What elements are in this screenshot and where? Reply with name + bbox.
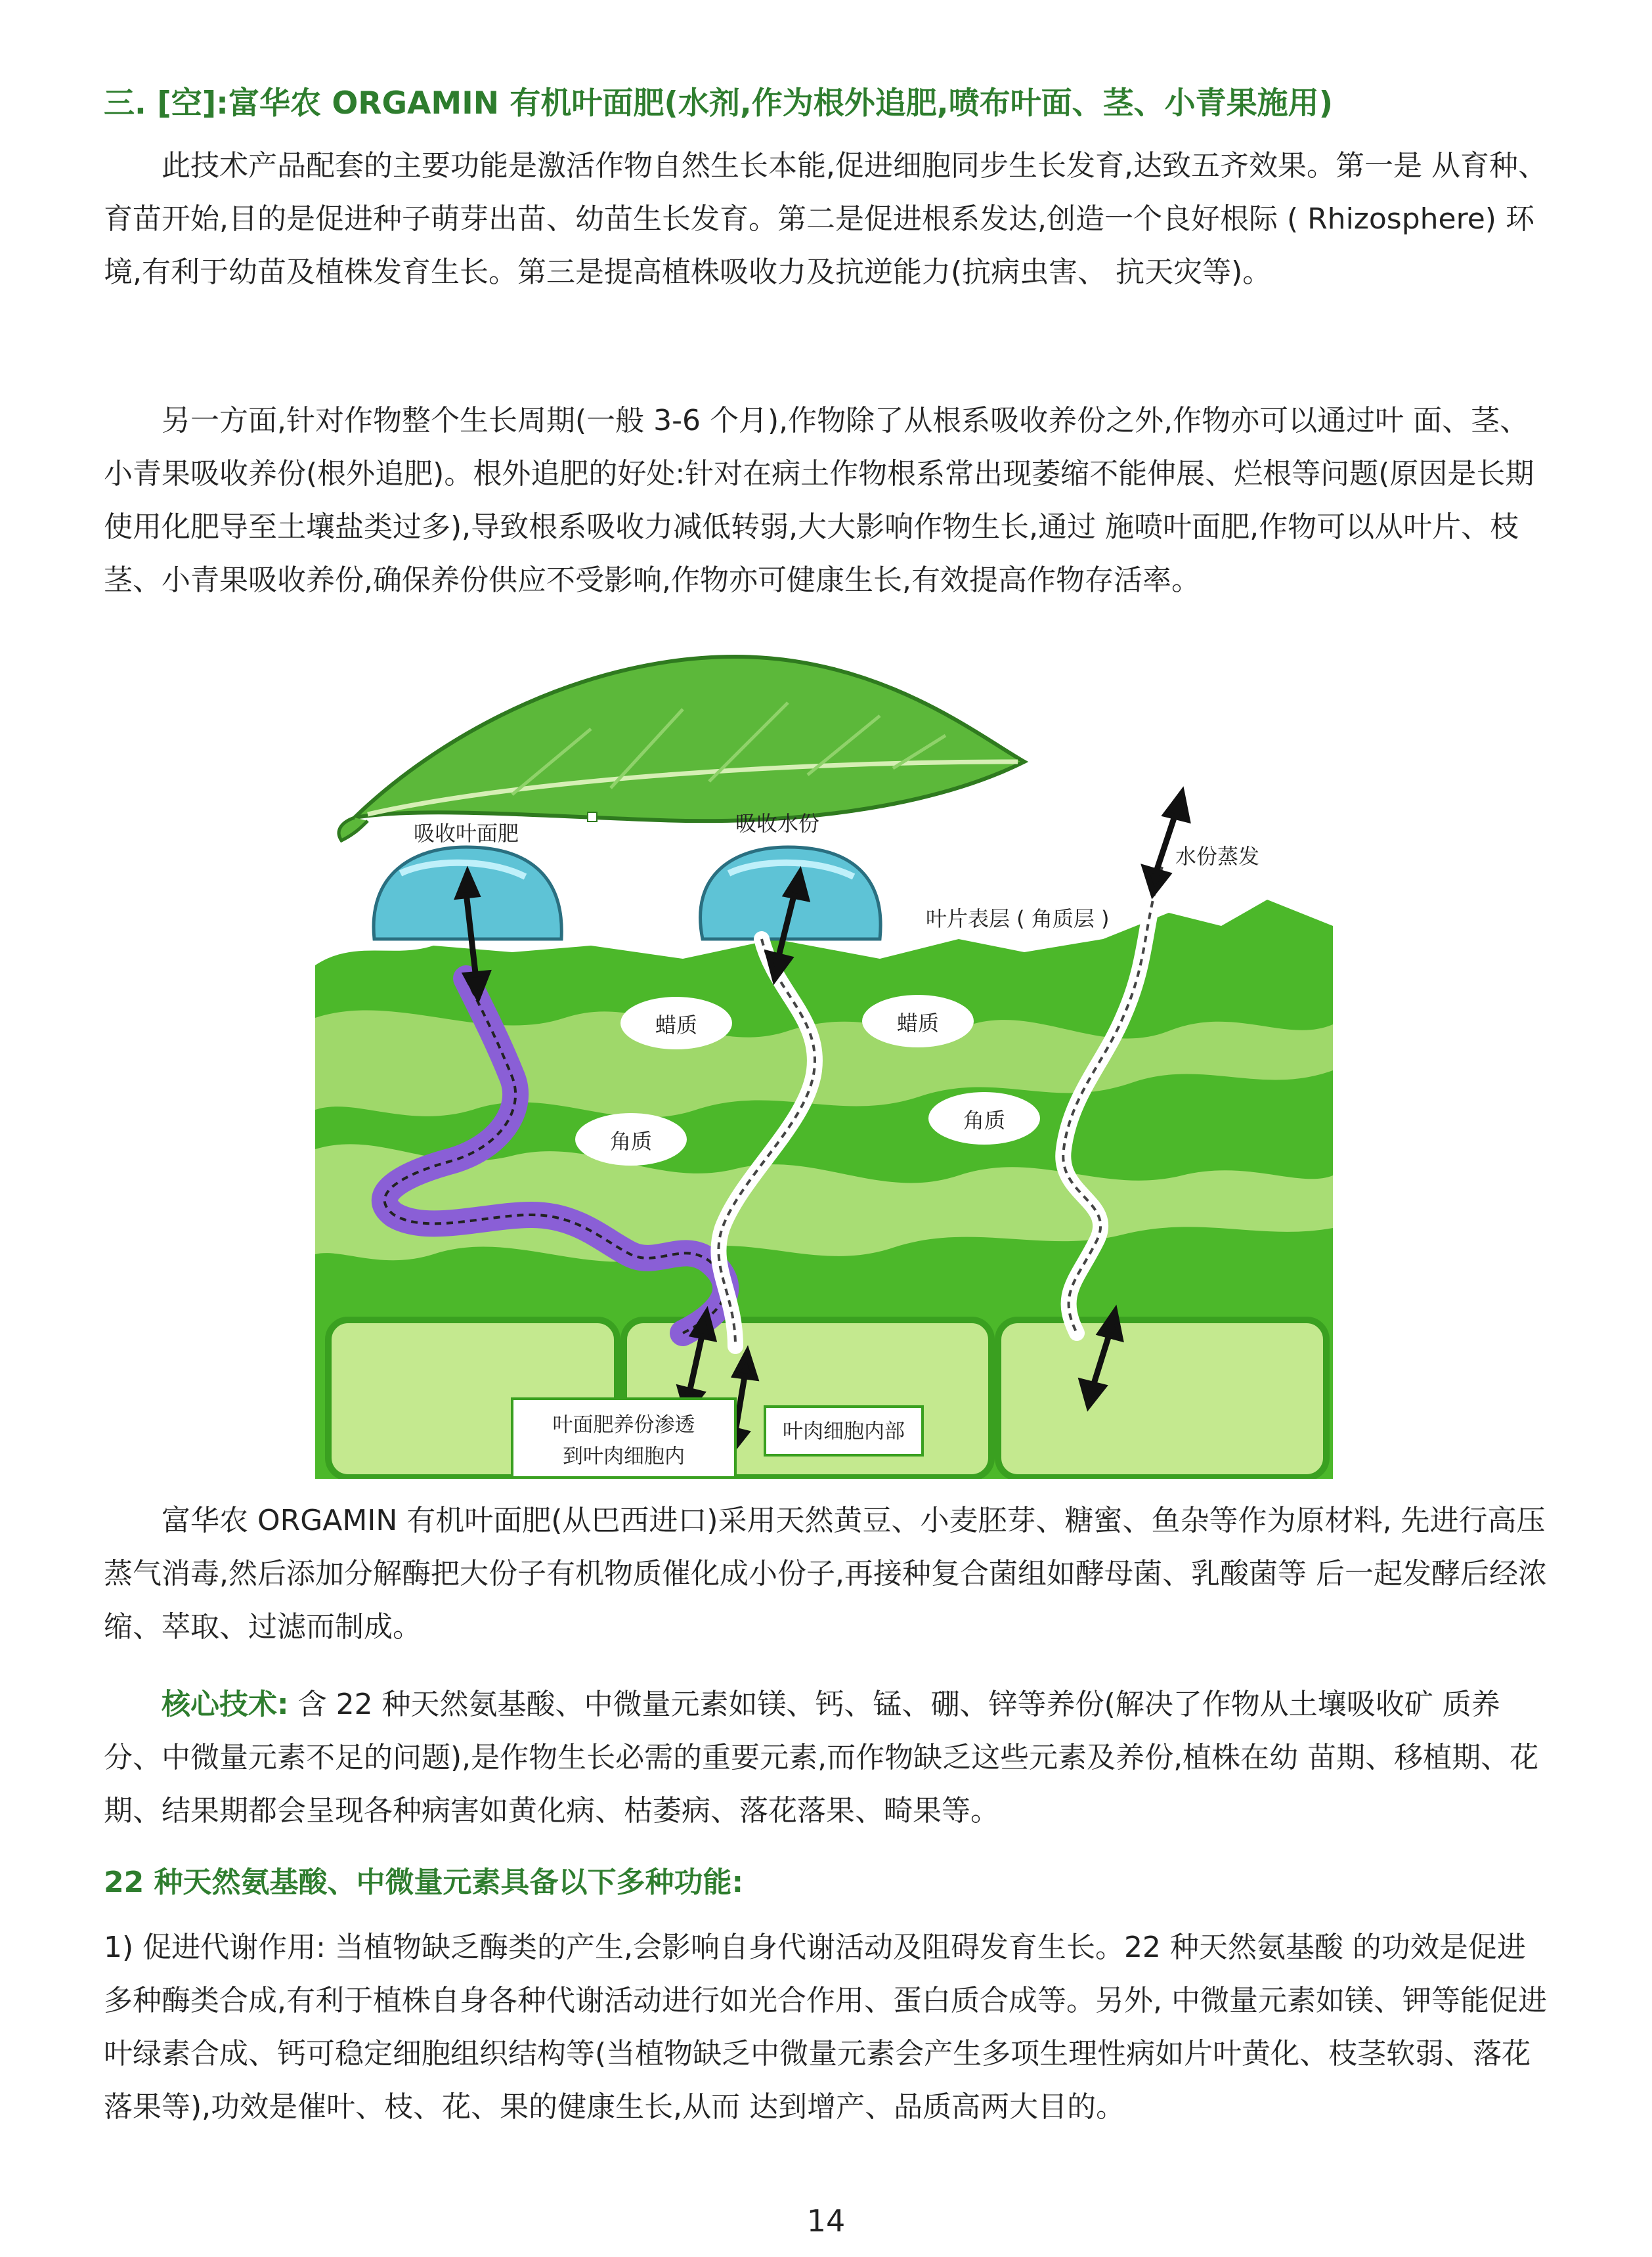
label-cutin-2: 角质 bbox=[963, 1108, 1006, 1133]
paragraph-core-technology bbox=[104, 1678, 1548, 1837]
functions-subheading: 22 种天然氨基酸、中微量元素具备以下多种功能: bbox=[104, 1866, 744, 1899]
label-penetrate-line1: 叶面肥养份渗透 bbox=[552, 1413, 695, 1437]
label-cutin-1: 角质 bbox=[609, 1129, 653, 1154]
paragraph-raw-materials: 富华农 ORGAMIN 有机叶面肥(从巴西进口)采用天然黄豆、小麦胚芽、糖蜜、鱼杂等作为原材料, 先进行高压蒸气消毒,然后添加分解酶把大份子有机物质催化成小份子,再接种复合菌组如酵母菌、乳酸菌等 后一起发酵后经浓缩、萃取、过滤而制成。 bbox=[104, 1504, 1547, 1644]
label-mesophyll-interior: 叶肉细胞内部 bbox=[783, 1420, 905, 1443]
core-technology-text: 含 22 种天然氨基酸、中微量元素如镁、钙、锰、硼、锌等养份(解决了作物从土壤吸收矿 质养分、中微量元素不足的问题),是作物生长必需的重要元素,而作物缺乏这些元素及养份,植株在幼 苗期、移植期、花期、结果期都会呈现各种病害如黄化病、枯萎病、落花落果、畸果等。 bbox=[104, 1688, 1539, 1828]
leaf-absorption-svg bbox=[315, 650, 1333, 1479]
core-technology-label: 核心技术: bbox=[162, 1688, 289, 1721]
label-penetrate-line2: 到叶肉细胞内 bbox=[563, 1445, 685, 1468]
paragraph-foliar-feeding: 另一方面,针对作物整个生长周期(一般 3-6 个月),作物除了从根系吸收养份之外,作物亦可以通过叶 面、茎、小青果吸收养份(根外追肥)。根外追肥的好处:针对在病土作物根系常出现萎缩不能伸展、烂根等问题(原因是长期使用化肥导至土壤盐类过多),导致根系吸收力减低转弱,大大影响作物生长,通过 施喷叶面肥,作物可以从叶片、枝茎、小青果吸收养份,确保养份供应不受影响,作物亦可健康生长,有效提高作物存活率。 bbox=[104, 404, 1534, 597]
section-heading: 三. [空]:富华农 ORGAMIN 有机叶面肥(水剂,作为根外追肥,喷布叶面、茎、小青果施用) bbox=[104, 85, 1334, 121]
paragraph-metabolism: 1) 促进代谢作用: 当植物缺乏酶类的产生,会影响自身代谢活动及阻碍发育生长。22 种天然氨基酸 的功效是促进多种酶类合成,有利于植株自身各种代谢活动进行如光合作用、蛋白质合成等。另外, 中微量元素如镁、钾等能促进叶绿素合成、钙可稳定细胞组织结构等(当植物缺乏中微量元素会产生多项生理性病如片叶黄化、枝茎软弱、落花落果等),功效是催叶、枝、花、果的健康生长,从而 达到增产、品质高两大目的。 bbox=[104, 1931, 1547, 2124]
label-cuticle-layer: 叶片表层 ( 角质层 ) bbox=[926, 906, 1110, 931]
label-absorb-water: 吸收水份 bbox=[735, 811, 820, 836]
leaf-absorption-diagram bbox=[315, 650, 1333, 1479]
leaf-illustration bbox=[339, 657, 1024, 841]
paragraph-functions: 此技术产品配套的主要功能是激活作物自然生长本能,促进细胞同步生长发育,达致五齐效果。第一是 从育种、育苗开始,目的是促进种子萌芽出苗、幼苗生长发育。第二是促进根系发达,创造一个良好根际 ( Rhizosphere) 环境,有利于幼苗及植株发育生长。第三是提高植株吸收力及抗逆能力(抗病虫害、 抗天灾等)。 bbox=[104, 149, 1547, 289]
label-absorb-fertilizer: 吸收叶面肥 bbox=[414, 821, 519, 846]
label-evaporation: 水份蒸发 bbox=[1175, 844, 1260, 869]
label-wax-2: 蜡质 bbox=[896, 1011, 940, 1036]
label-wax-1: 蜡质 bbox=[655, 1013, 698, 1038]
page-number: 14 bbox=[806, 2203, 846, 2239]
